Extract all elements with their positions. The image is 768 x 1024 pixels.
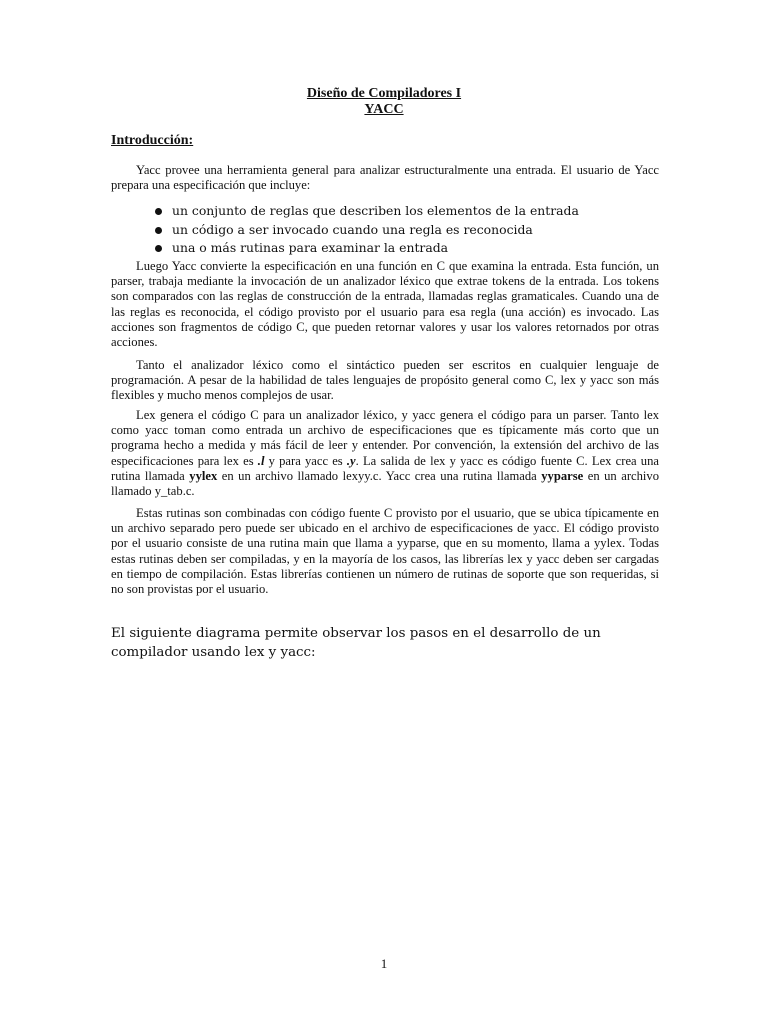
intro-paragraph-text: Yacc provee una herramienta general para analizar estructuralmente una entrada. El usuario de Yacc prepara una especificación que incluye: xyxy=(111,163,659,193)
list-item xyxy=(155,202,579,221)
paragraph-tanto-text: Tanto el analizador léxico como el sintáctico pueden ser escritos en cualquier lenguaje de programación. A pesar de la habilidad de tales lenguajes de propósito general como C, lex y yacc son más flexibles y mucho menos complejos de usar. xyxy=(111,358,659,403)
document-title: Diseño de Compiladores I xyxy=(306,86,462,101)
intro-paragraph xyxy=(111,163,659,193)
paragraph-lex xyxy=(111,408,659,499)
paragraph-lex-part3: . La salida de lex y yacc es código fuente C. Lex crea una rutina llamada xyxy=(111,453,659,483)
extension-l: .l xyxy=(257,453,265,468)
paragraph-estas xyxy=(111,506,659,597)
paragraph-lex-part2: y para yacc es xyxy=(264,453,347,468)
bullet-icon xyxy=(155,245,162,252)
paragraph-lex-part1: Lex genera el código C para un analizador léxico, y yacc genera el código para un parser. Tanto lex como yacc toman como entrada un archivo de especificaciones que es típicamente más corto que un programa hecho a medida y más fácil de leer y entender. Por convención, la extensión del archivo de las especificaciones para lex es xyxy=(111,408,659,468)
paragraph-lex-part4: en un archivo llamado lexyy.c. Yacc crea una rutina llamada xyxy=(217,468,542,483)
extension-y: .y xyxy=(346,453,356,468)
list-item-text: un conjunto de reglas que describen los elementos de la entrada xyxy=(172,203,579,218)
paragraph-diagrama: El siguiente diagrama permite observar los pasos en el desarrollo de un compilador usando lex y yacc: xyxy=(111,626,601,660)
list-item-text: una o más rutinas para examinar la entrada xyxy=(172,240,449,255)
list-item-text: un código a ser invocado cuando una regla es reconocida xyxy=(172,221,533,237)
list-item xyxy=(155,221,579,240)
paragraph-tanto xyxy=(111,358,659,404)
page-number: 1 xyxy=(380,956,388,971)
yyparse-term: yyparse xyxy=(541,468,584,483)
bullet-list xyxy=(155,202,579,258)
document-subtitle: YACC xyxy=(364,102,404,117)
yylex-term: yylex xyxy=(189,468,218,483)
paragraph-lex-part5: en un archivo llamado y_tab.c. xyxy=(111,468,659,499)
paragraph-luego xyxy=(111,259,659,350)
bullet-icon xyxy=(155,208,162,215)
bullet-icon xyxy=(155,227,162,234)
paragraph-estas-text: Estas rutinas son combinadas con código fuente C provisto por el usuario, que se ubica típicamente en un archivo separado pero puede ser ubicado en el archivo de especificaciones de yacc. El código provisto por el usuario consiste de una rutina main que llama a yyparse, que en su momento, llama a yylex. Todas estas rutinas deben ser compiladas, y en la mayoría de los casos, las librerías lex y yacc deben ser cargadas en tiempo de compilación. Estas librerías contienen un número de rutinas de soporte que son requeridas, si no son provistas por el usuario. xyxy=(111,506,659,597)
list-item xyxy=(155,239,579,258)
paragraph-luego-text: Luego Yacc convierte la especificación en una función en C que examina la entrada. Esta función, un parser, trabaja mediante la invocación de un analizador léxico que extrae tokens de la entrada. Los tokens son comparados con las reglas de construcción de la entrada, llamadas reglas gramaticales. Cuando una de las reglas es reconocida, el código provisto por el usuario para esa regla (una acción) es invocado. Las acciones son fragmentos de código C, que pueden retornar valores y usar los valores retornados por otras acciones. xyxy=(111,259,659,350)
section-heading-introduccion: Introducción: xyxy=(111,133,194,148)
